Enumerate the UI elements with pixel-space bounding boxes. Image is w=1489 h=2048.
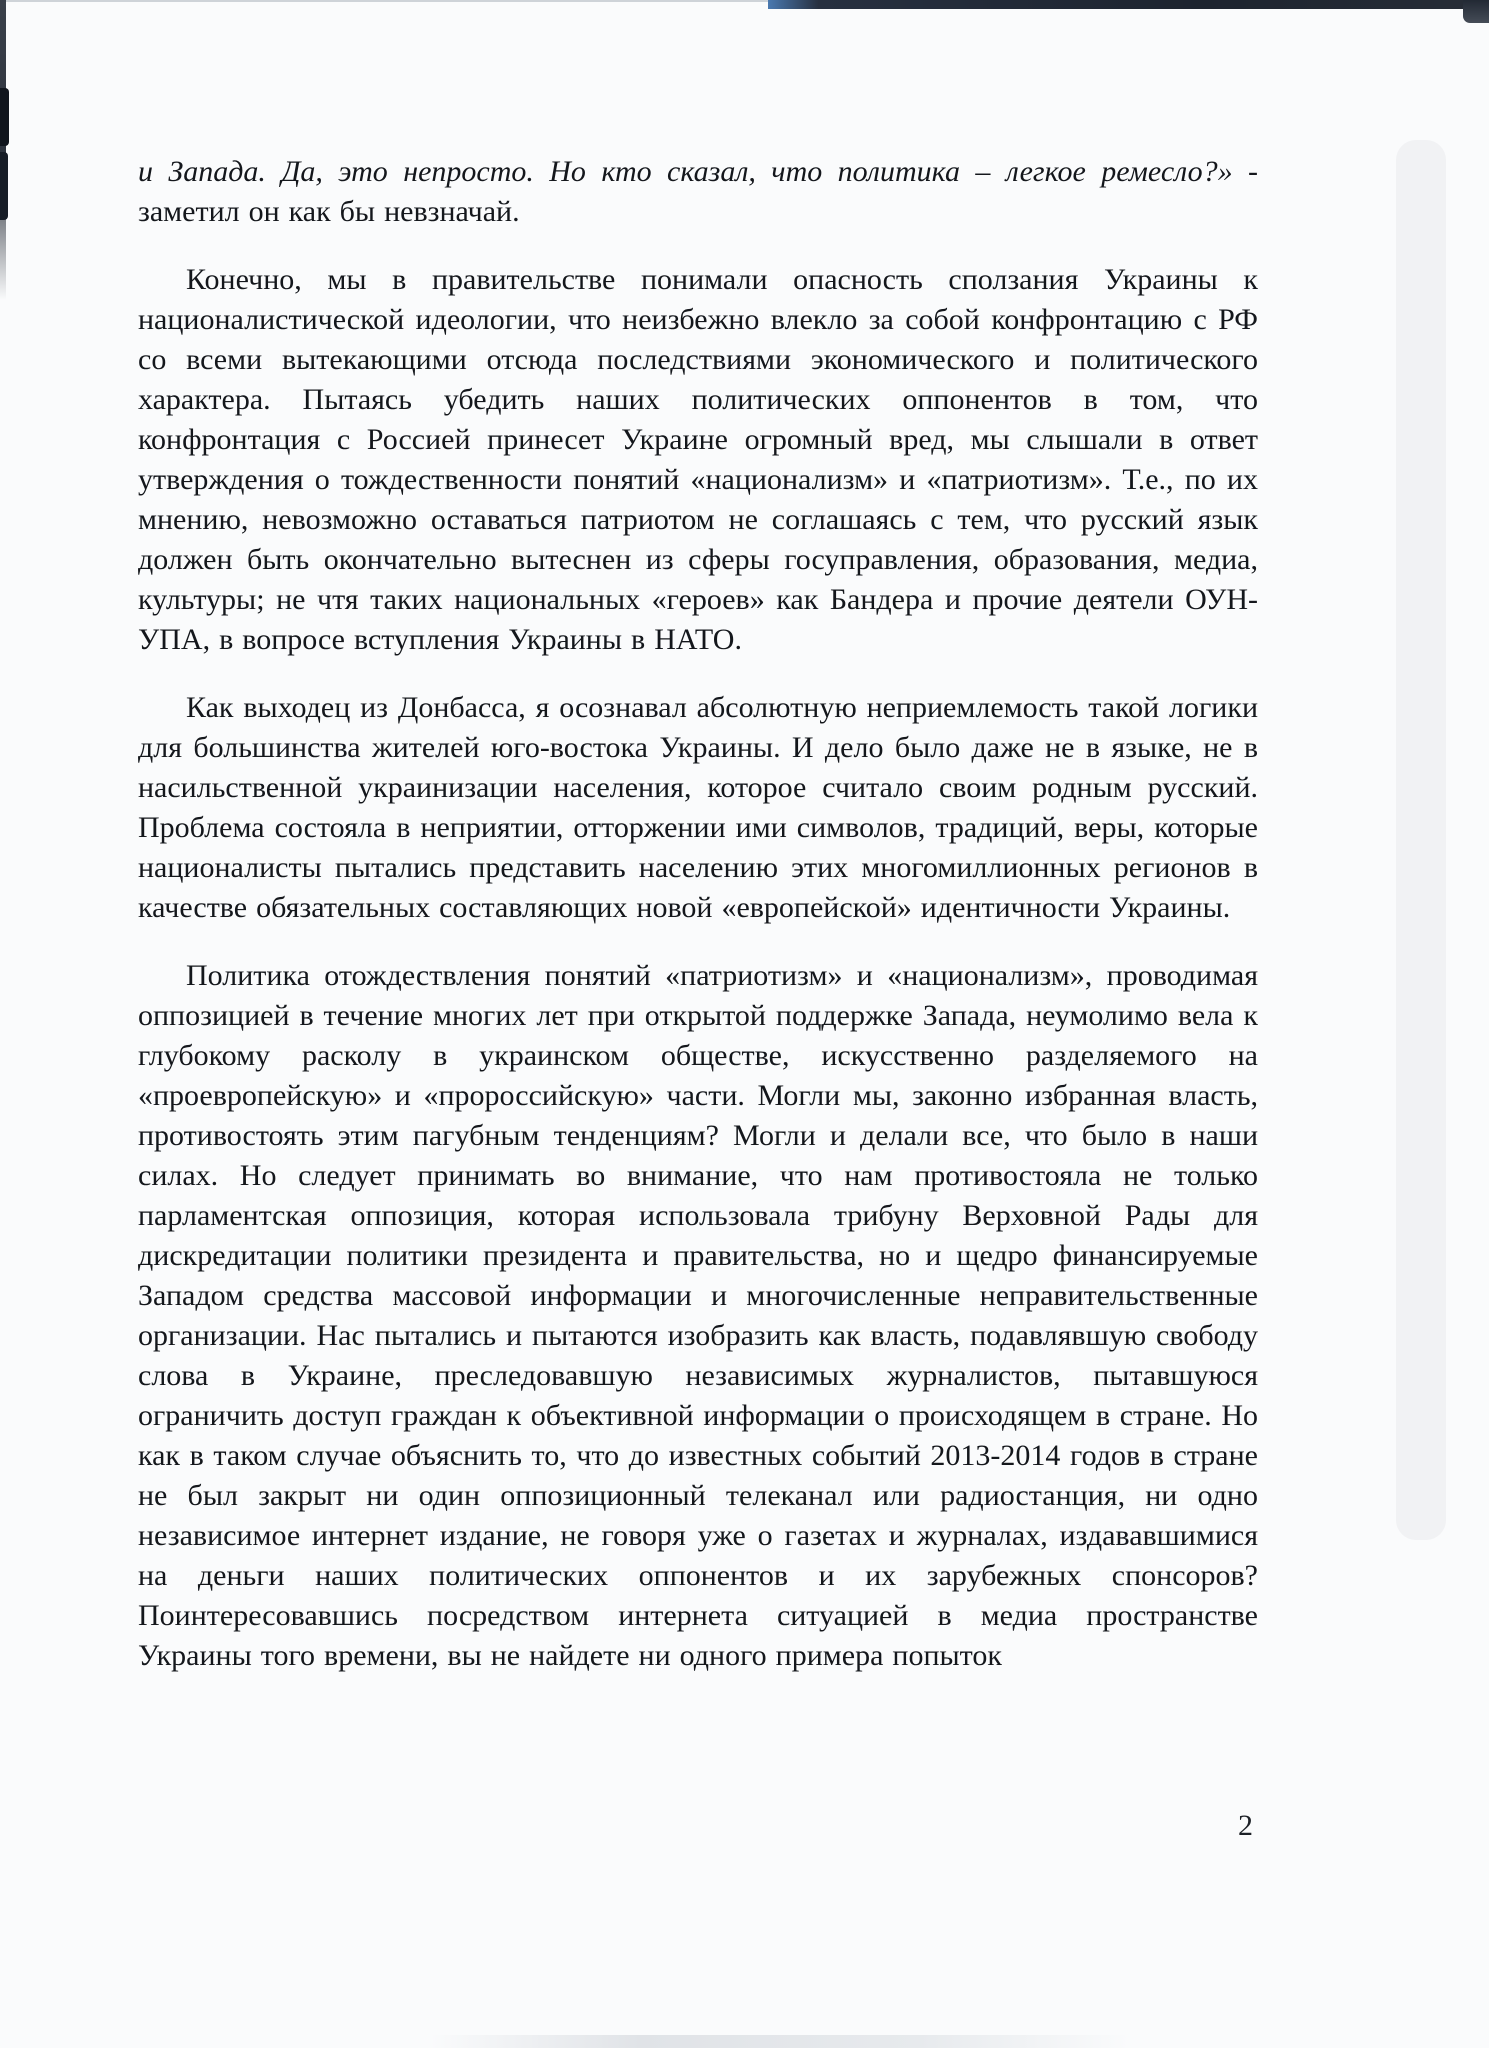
scan-top-right-corner — [1463, 0, 1489, 23]
paragraph-text: заметил он как бы невзначай. — [138, 195, 520, 228]
scan-bottom-smudge — [430, 2035, 1130, 2048]
scan-right-shadow-band — [1396, 140, 1446, 1540]
scan-left-edge-blob — [0, 88, 9, 146]
paragraph: Политика отождествления понятий «патриотизм» и «национализм», проводимая оппозицией в течение многих лет при открытой поддержке Запада, неумолимо вела к глубокому расколу в украинском обществе, искусственно разделяемого на «проевропейскую» и «пророссийскую» части. Могли мы, законно избранная власть, противостоять этим пагубным тенденциям? Могли и делали все, что было в наши силах. Но следует принимать во внимание, что нам противостояла не только парламентская оппозиция, которая использовала трибуну Верховной Рады для дискредитации политики президента и правительства, но и щедро финансируемые Западом средства массовой информации и многочисленные неправительственные организации. Нас пытались и пытаются изобразить как власть, подавлявшую свободу слова в Украине, преследовавшую независимых журналистов, пытавшуюся ограничить доступ граждан к объективной информации о происходящем в стране. Но как в таком случае объяснить то, что до известных событий 2013-2014 годов в стране не был закрыт ни один оппозиционный телеканал или радиостанция, ни одно независимое интернет издание, не говоря уже о газетах и журналах, издававшимися на деньги наших политических оппонентов и их зарубежных спонсоров? Поинтересовавшись посредством интернета ситуацией в медиа пространстве Украины того времени, вы не найдете ни одного примера попыток — [138, 959, 1258, 1672]
scan-left-edge-blob — [0, 152, 8, 220]
paragraph-continuation — [138, 152, 1258, 232]
paragraph: Как выходец из Донбасса, я осознавал абсолютную неприемлемость такой логики для большинства жителей юго-востока Украины. И дело было даже не в языке, не в насильственной украинизации населения, которое считало своим родным русский. Проблема состояла в неприятии, отторжении ими символов, традиций, веры, которые националисты пытались представить населению этих многомиллионных регионов в качестве обязательных составляющих новой «европейской» идентичности Украины. — [138, 691, 1258, 924]
quote-italic-text: и Запада. Да, это непросто. Но кто сказал, что политика – легкое ремесло?» - — [138, 155, 1258, 188]
page-number: 2 — [1238, 1809, 1253, 1842]
scan-top-edge-bar — [768, 0, 1489, 9]
text-block — [138, 152, 1258, 1704]
scan-left-edge-strip — [0, 0, 6, 300]
paragraph: Конечно, мы в правительстве понимали опасность сползания Украины к националистической идеологии, что неизбежно влекло за собой конфронтацию с РФ со всеми вытекающими отсюда последствиями экономического и политического характера. Пытаясь убедить наших политических оппонентов в том, что конфронтация с Россией принесет Украине огромный вред, мы слышали в ответ утверждения о тождественности понятий «национализм» и «патриотизм». Т.е., по их мнению, невозможно оставаться патриотом не соглашаясь с тем, что русский язык должен быть окончательно вытеснен из сферы госуправления, образования, медиа, культуры; не чтя таких национальных «героев» как Бандера и прочие деятели ОУН-УПА, в вопросе вступления Украины в НАТО. — [138, 263, 1258, 656]
